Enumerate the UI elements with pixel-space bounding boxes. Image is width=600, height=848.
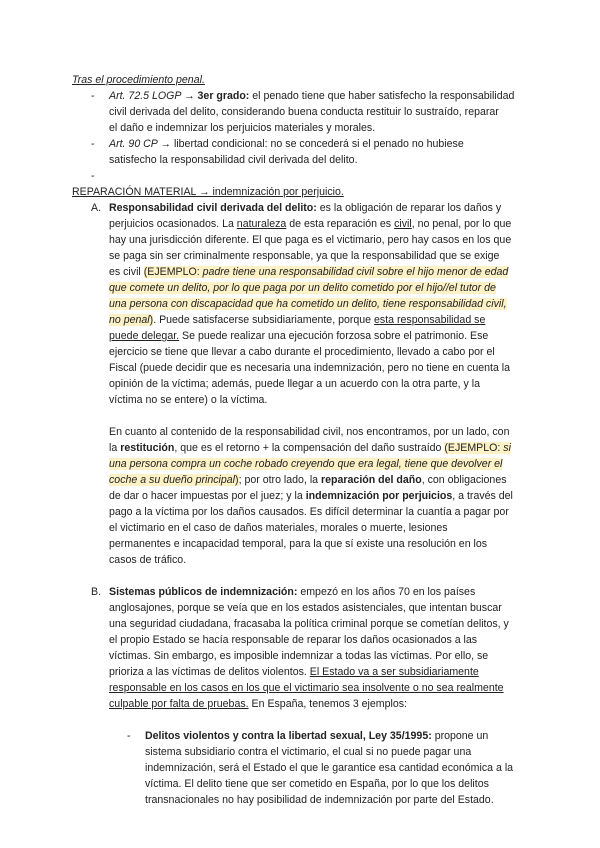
paragraph-line: indemnización, será el Estado el que le garantice esa cantidad económica a la [145,762,514,774]
text-span: , a través del [452,490,513,502]
paragraph-line [109,440,511,456]
paragraph-line: sistema subsidiario contra el victimario, el cual si no puede pagar una [145,746,472,758]
paragraph-line: el victimario en el caso de daños materiales, morales o muerte, lesiones [109,522,448,534]
bullet-dash: - [91,138,95,150]
text-span: prioriza a las víctimas de delitos violentos. [109,666,310,678]
article-ref: Art. 90 CP → [109,138,172,150]
paragraph-line [109,296,507,312]
text-span: ) [235,474,239,486]
example-highlight [109,474,239,486]
underlined-phrase: El Estado va a ser subsidiariamente [309,666,479,678]
text-span: (EJEMPLO: [143,266,203,278]
paragraph-line [109,584,475,600]
text-span: empezó en los años 70 en los países [297,586,476,598]
paragraph-line: casos de tráfico. [109,554,187,566]
example-text: coche a su dueño principal [109,474,236,486]
section-heading-reparacion: REPARACIÓN MATERIAL → indemnización por perjuicio. [72,186,344,198]
article-ref: Art. 72.5 LOGP → [109,90,195,102]
paragraph-line [109,328,488,344]
bullet-dash: - [91,90,95,102]
paragraph-line: Fiscal (puede decidir que es necesaria una indemnización, pero no tiene en cuenta la [109,362,511,374]
paragraph-line: se paga sin ser criminalmente responsable, ya que la responsabilidad que se exige [109,250,500,262]
paragraph-line [109,456,502,472]
paragraph-line: opinión de la víctima; además, puede llegar a un acuerdo con la otra parte, y la [109,378,481,390]
example-highlight [144,266,509,278]
paragraph-line: víctima. El delito tiene que ser cometido en España, por lo que los delitos [145,778,489,790]
text-span: , no penal, por lo que [411,218,512,230]
bullet-dash: - [91,170,95,182]
bullet-line: satisfecho la responsabilidad civil derivada del delito. [109,154,358,166]
paragraph-line: En cuanto al contenido de la responsabilidad civil, nos encontramos, por un lado, con [109,426,510,438]
paragraph-line: hay una jurisdicción diferente. El que paga es el victimario, pero hay casos en los que [109,234,512,246]
paragraph-line [145,728,488,744]
example-highlight [444,442,511,454]
bullet-line [109,136,464,152]
paragraph-line: anglosajones, porque se veía que en los estados asistenciales, que intentan buscar [109,602,502,614]
paragraph-line: pago a la víctima por los daños causados. Es difícil determinar la cuantía a pagar por [109,506,509,518]
paragraph-line: ejercicio se tiene que llevar a cabo durante el procedimiento, llevado a cabo por el [109,346,495,358]
text-span: es civil [109,266,144,278]
paragraph-line: víctima no se entere) o la víctima. [109,394,268,406]
underlined-phrase: responsable en los casos en los que el victimario sea insolvente o no sea realmente [109,682,504,694]
paragraph-line: una seguridad ciudadana, fracasaba la política criminal porque se cometían delitos, y [109,618,509,630]
bullet-line: el daño e indemnizar los perjuicios materiales y morales. [109,122,376,134]
text-span: . Puede satisfacerse subsidiariamente, porque [153,314,375,326]
bold-term: Sistemas públicos de indemnización: [109,586,298,598]
example-text: que comete un delito, por lo que paga por un delito cometido por el hijo//el tutor de [109,282,496,294]
paragraph-line [109,488,513,504]
text-span: de esta reparación es [286,218,395,230]
text-span: libertad condicional: no se concederá si el penado no hubiese [171,138,464,150]
text-span: perjuicios ocasionados. La [109,218,237,230]
text-span: de dar o hacer impuestas por el juez; y la [109,490,306,502]
example-text: una persona con discapacidad que ha cometido un delito, tiene responsabilidad civil, [109,298,507,310]
paragraph-line [109,664,479,680]
text-span: el penado tiene que haber satisfecho la responsabilidad [249,90,515,102]
underlined-term: civil [394,218,412,230]
list-marker-a: A. [91,202,102,214]
bullet-dash: - [127,730,131,742]
text-span: es la obligación de reparar los daños y [316,202,502,214]
bold-term: 3er grado: [197,90,250,102]
paragraph-line [109,280,496,296]
paragraph-line: víctimas. Sin embargo, es imposible indemnizar a todas las víctimas. Por ello, se [109,650,489,662]
paragraph-line [109,696,407,712]
underlined-term: naturaleza [236,218,287,230]
example-text: no penal [109,314,150,326]
example-highlight [109,314,153,326]
bold-term: restitución [120,442,175,454]
paragraph-line [109,264,508,280]
text-span: , con obligaciones [421,474,507,486]
paragraph-line [109,200,501,216]
bold-term: indemnización por perjuicios [305,490,453,502]
text-span: , que es el retorno + la compensación del daño sustraído [174,442,445,454]
example-text: si [503,442,511,454]
text-span: ) [149,314,154,326]
text-span: Se puede realizar una ejecución forzosa sobre el patrimonio. Ese [179,330,489,342]
example-text: padre tiene una responsabilidad civil sobre el hijo menor de edad [202,266,509,278]
underlined-phrase: culpable por falta de pruebas. [109,698,249,710]
text-span: la [109,442,121,454]
paragraph-line: el propio Estado se hacía responsable de reparar los daños ocasionados a las [109,634,478,646]
text-span: En España, tenemos 3 ejemplos: [248,698,408,710]
underlined-phrase: esta responsabilidad se [374,314,486,326]
paragraph-line: transnacionales no hay posibilidad de indemnización por parte del Estado. [145,794,494,806]
bullet-line [109,88,514,104]
bold-term: Delitos violentos y contra la libertad sexual, Ley 35/1995: [145,730,432,742]
text-span: propone un [431,730,489,742]
bold-term: reparación del daño [321,474,422,486]
paragraph-line: permanentes e incapacidad temporal, para la que sí existe una resolución en los [109,538,488,550]
text-span: (EJEMPLO: [444,442,504,454]
example-text: una persona compra un coche robado creyendo que era legal, tiene que devolver el [109,458,503,470]
paragraph-line [109,472,507,488]
paragraph-line [109,312,485,328]
bold-term: Responsabilidad civil derivada del delito: [109,202,317,214]
section-heading-tras-procedimiento: Tras el procedimiento penal. [72,74,205,86]
bullet-line: civil derivada del delito, considerando buena conducta restituir lo sustraído, reparar [109,106,499,118]
underlined-phrase: puede delegar. [109,330,180,342]
list-marker-b: B. [91,586,102,598]
paragraph-line [109,216,511,232]
text-span: ; por otro lado, la [238,474,322,486]
